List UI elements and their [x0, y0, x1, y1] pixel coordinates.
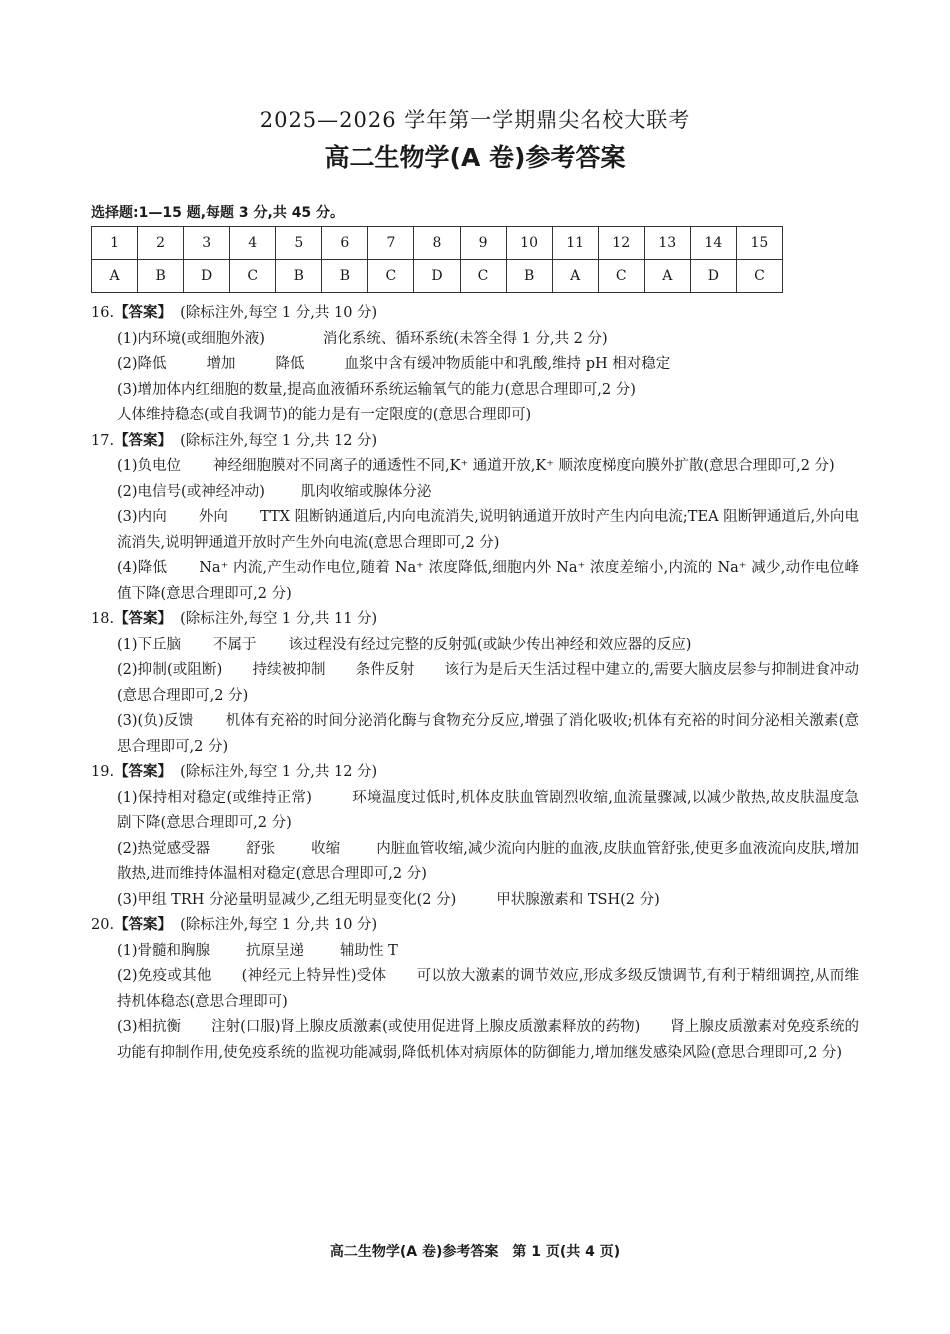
question-number-cell: 5: [276, 227, 322, 260]
q18-p2b: 持续被抑制: [252, 662, 326, 678]
q19-note: (除标注外,每空 1 分,共 12 分): [180, 764, 378, 780]
answer-table: [91, 226, 783, 293]
answer-cell: B: [276, 260, 322, 293]
question-number-cell: 13: [644, 227, 690, 260]
answer-cell: A: [644, 260, 690, 293]
q18-part1: [91, 633, 859, 659]
q20-tag: 【答案】: [114, 917, 173, 933]
q20-p3a: (3)相抗衡: [117, 1019, 182, 1035]
q20-p3b: 注射(口服)肾上腺皮质激素(或使用促进肾上腺皮质激素释放的药物): [211, 1019, 641, 1035]
q19-number: 19.: [91, 764, 115, 780]
q19-p1b: 环境温度过低时,机体皮肤血管剧烈收缩,血流量骤减,以减少散热,故皮肤温度急剧下降(意思合理即可,2 分): [117, 789, 859, 831]
q17-part1: [91, 454, 859, 480]
answer-cell: C: [368, 260, 414, 293]
q18-p1c: 该过程没有经过完整的反射弧(或缺少传出神经和效应器的反应): [288, 636, 692, 653]
q16-tag: 【答案】: [114, 305, 173, 321]
question-number-cell: 3: [184, 227, 230, 260]
answer-cell: D: [414, 260, 460, 293]
q17-part3: [91, 505, 859, 556]
q18-part2: [91, 658, 859, 709]
question-number-cell: 9: [460, 227, 506, 260]
answer-table-answer-row: [92, 260, 783, 293]
question-number-cell: 14: [690, 227, 736, 260]
q16-p2c: 降低: [275, 356, 305, 372]
answer-cell: B: [138, 260, 184, 293]
page-title: 高二生物学(A 卷)参考答案: [324, 143, 626, 172]
q18-tag: 【答案】: [114, 611, 173, 627]
q18-p1b: 不属于: [213, 636, 257, 653]
q16-p1a: (1)内环境(或细胞外液): [117, 330, 265, 347]
q20-p1c: 辅助性 T: [340, 942, 398, 959]
q16-number: 16.: [91, 305, 115, 321]
q19-tag: 【答案】: [114, 764, 173, 780]
q20-number: 20.: [91, 917, 115, 933]
answer-cell: B: [322, 260, 368, 293]
q18-p3a: (3)(负)反馈: [117, 713, 194, 729]
question-number-cell: 7: [368, 227, 414, 260]
question-number-cell: 11: [552, 227, 598, 260]
q17-p2b: 肌肉收缩或腺体分泌: [300, 483, 432, 500]
q17-tag: 【答案】: [114, 432, 173, 449]
answer-cell: D: [184, 260, 230, 293]
q19-p2c: 收缩: [311, 840, 341, 857]
q17-header: [91, 429, 859, 455]
q20-p3c: 肾上腺皮质激素对免疫系统的功能有抑制作用,使免疫系统的监视功能减弱,降低机体对病原体的防御能力,增加继发感染风险(意思合理即可,2 分): [117, 1019, 859, 1061]
question-number-cell: 2: [138, 227, 184, 260]
answer-content: [91, 301, 859, 1066]
q20-p2b: (神经元上特异性)受体: [241, 968, 387, 984]
q16-part3b: 人体维持稳态(或自我调节)的能力是有一定限度的(意思合理即可): [117, 407, 532, 423]
q20-p1b: 抗原呈递: [246, 942, 305, 959]
q18-p3b: 机体有充裕的时间分泌消化酶与食物充分反应,增强了消化吸收;机体有充裕的时间分泌相关激素(意思合理即可,2 分): [117, 713, 859, 755]
q16-p1b: 消化系统、循环系统(未答全得 1 分,共 2 分): [322, 330, 608, 347]
q18-p2a: (2)抑制(或阻断): [117, 662, 223, 678]
answer-cell: C: [460, 260, 506, 293]
answer-table-number-row: [92, 227, 783, 260]
q19-p3a: (3)甲组 TRH 分泌量明显减少,乙组无明显变化(2 分): [117, 891, 457, 908]
answer-cell: D: [690, 260, 736, 293]
q16-p2b: 增加: [206, 356, 236, 372]
q16-p2d: 血浆中含有缓冲物质能中和乳酸,维持 pH 相对稳定: [344, 356, 671, 372]
q19-part1: [91, 786, 859, 837]
q20-p2c: 可以放大激素的调节效应,形成多级反馈调节,有利于精细调控,从而维持机体稳态(意思合理即可): [117, 968, 859, 1010]
q16-part1: [91, 327, 859, 353]
q16-note: (除标注外,每空 1 分,共 10 分): [180, 305, 378, 321]
q18-note: (除标注外,每空 1 分,共 11 分): [180, 611, 378, 627]
question-number-cell: 6: [322, 227, 368, 260]
answer-cell: A: [552, 260, 598, 293]
q17-number: 17.: [91, 432, 115, 449]
q17-p3b: 外向: [198, 509, 228, 525]
question-number-cell: 1: [92, 227, 138, 260]
q17-p4a: (4)降低: [117, 560, 168, 576]
q17-p1b: 神经细胞膜对不同离子的通透性不同,K⁺ 通道开放,K⁺ 顺浓度梯度向膜外扩散(意思合理即可,2 分): [213, 458, 835, 474]
q20-part2: [91, 964, 859, 1015]
q18-header: [91, 607, 859, 633]
q20-note: (除标注外,每空 1 分,共 10 分): [180, 917, 378, 933]
q16-part3a: (3)增加体内红细胞的数量,提高血液循环系统运输氧气的能力(意思合理即可,2 分): [117, 381, 636, 398]
exam-title: 2025—2026 学年第一学期鼎尖名校大联考: [259, 108, 691, 132]
q20-part1: [91, 939, 859, 965]
question-number-cell: 15: [736, 227, 782, 260]
answer-cell: B: [506, 260, 552, 293]
answer-cell: C: [736, 260, 782, 293]
q16-p2a: (2)降低: [117, 356, 167, 372]
question-number-cell: 4: [230, 227, 276, 260]
q18-p2d: 该行为是后天生活过程中建立的,需要大脑皮层参与抑制进食冲动(意思合理即可,2 分): [117, 662, 860, 704]
q19-p2b: 舒张: [246, 840, 276, 857]
answer-cell: C: [230, 260, 276, 293]
q17-p1a: (1)负电位: [117, 458, 182, 474]
q19-part3: [91, 888, 859, 914]
q19-p3b: 甲状腺激素和 TSH(2 分): [496, 891, 660, 908]
choice-intro: 选择题:1—15 题,每题 3 分,共 45 分。: [91, 205, 345, 221]
q19-p2a: (2)热觉感受器: [117, 840, 211, 857]
q19-header: [91, 760, 859, 786]
q20-p1a: (1)骨髓和胸腺: [117, 942, 211, 959]
q18-number: 18.: [91, 611, 115, 627]
q18-p1a: (1)下丘脑: [117, 636, 182, 653]
question-number-cell: 10: [506, 227, 552, 260]
q16-part2: [91, 352, 859, 378]
q17-part4: [91, 556, 859, 607]
q17-note: (除标注外,每空 1 分,共 12 分): [180, 432, 378, 449]
q17-p2a: (2)电信号(或神经冲动): [117, 483, 265, 500]
q18-part3: [91, 709, 859, 760]
q17-p4b: Na⁺ 内流,产生动作电位,随着 Na⁺ 浓度降低,细胞内外 Na⁺ 浓度差缩小,内流的 Na⁺ 减少,动作电位峰值下降(意思合理即可,2 分): [117, 560, 860, 602]
page-footer: 高二生物学(A 卷)参考答案 第 1 页(共 4 页): [329, 1244, 621, 1260]
q19-p2d: 内脏血管收缩,减少流向内脏的血液,皮肤血管舒张,使更多血液流向皮肤,增加散热,进而维持体温相对稳定(意思合理即可,2 分): [117, 840, 860, 882]
q20-header: [91, 913, 859, 939]
question-number-cell: 8: [414, 227, 460, 260]
question-number-cell: 12: [598, 227, 644, 260]
q19-part2: [91, 837, 859, 888]
answer-cell: A: [92, 260, 138, 293]
q20-p2a: (2)免疫或其他: [117, 968, 212, 984]
q18-p2c: 条件反射: [355, 662, 415, 678]
q16-header: [91, 301, 859, 327]
answer-cell: C: [598, 260, 644, 293]
q20-part3: [91, 1015, 859, 1066]
q17-part2: [91, 480, 859, 506]
q19-p1a: (1)保持相对稳定(或维持正常): [117, 789, 312, 806]
q17-p3a: (3)内向: [117, 509, 167, 525]
q17-p3c: TTX 阻断钠通道后,内向电流消失,说明钠通道开放时产生内向电流;TEA 阻断钾通道后,外向电流消失,说明钾通道开放时产生外向电流(意思合理即可,2 分): [117, 509, 860, 551]
